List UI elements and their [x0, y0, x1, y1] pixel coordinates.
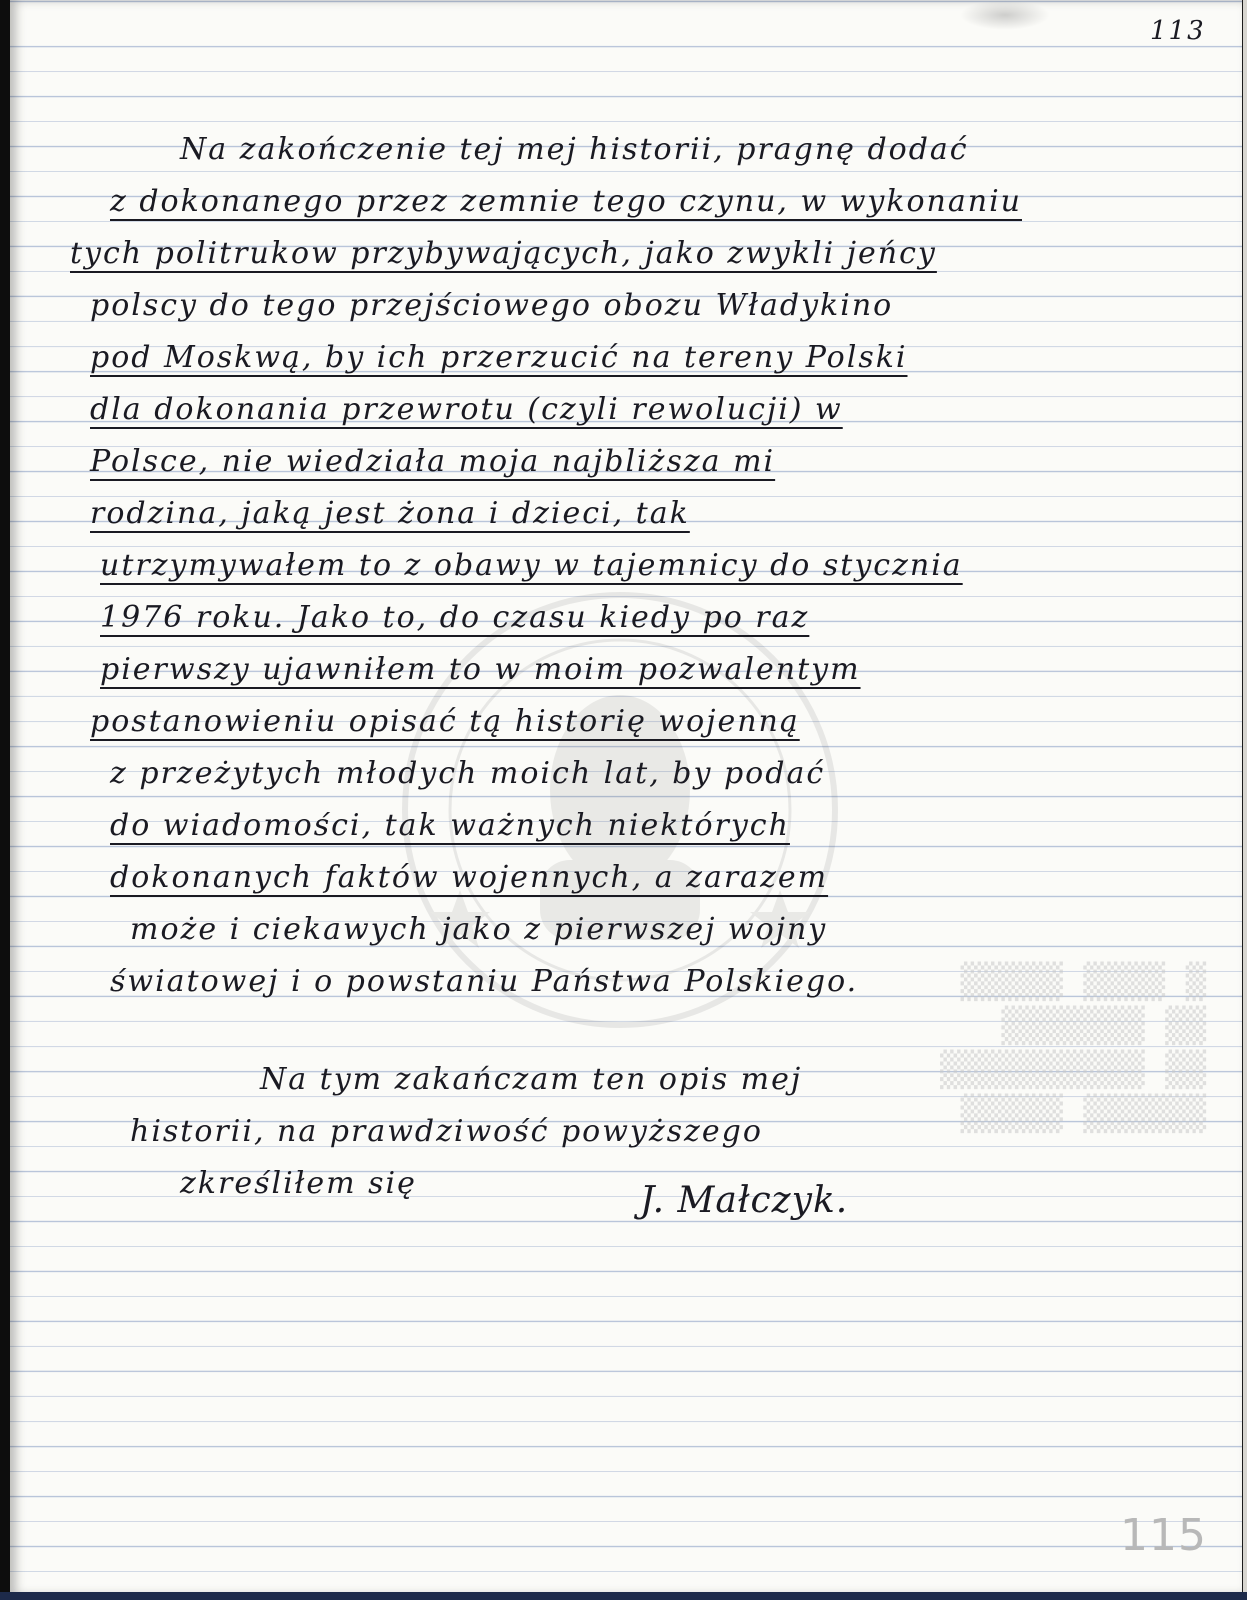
text-line-10 — [100, 598, 809, 638]
text-line-2 — [110, 182, 1022, 222]
text-line-2-content: z dokonanego przez zemnie tego czynu, w wykonaniu — [110, 184, 1022, 219]
page-right-edge — [1243, 0, 1247, 1600]
text-line-14 — [110, 806, 790, 846]
text-line-4: polscy do tego przejściowego obozu Władykino — [90, 288, 894, 323]
page-number-top: 113 — [1150, 16, 1206, 46]
text-line-12: postanowieniu opisać tą historię wojenną — [90, 704, 800, 739]
text-line-7: Polsce, nie wiedziała moja najbliższa mi — [90, 444, 776, 479]
text-line-9 — [100, 546, 963, 586]
text-line-10-content: 1976 roku. Jako to, do czasu kiedy po raz — [100, 600, 810, 635]
text-line-6: dla dokonania przewrotu (czyli rewolucji) w — [90, 392, 843, 427]
notebook-page — [10, 0, 1242, 1595]
text-line-8: rodzina, jaką jest żona i dzieci, tak — [90, 496, 690, 531]
notebook-spine — [0, 0, 10, 1600]
page-number-bottom: 115 — [1120, 1510, 1207, 1561]
text-line-13: z przeżytych młodych moich lat, by podać — [110, 756, 826, 791]
text-line-19: historii, na prawdziwość powyższego — [130, 1114, 763, 1149]
text-line-17: światowej i o powstaniu Państwa Polskiego. — [110, 964, 859, 999]
text-line-15: dokonanych faktów wojennych, a zarazem — [110, 860, 829, 895]
ink-smudge — [960, 0, 1050, 30]
text-line-5-content: pod Moskwą, by ich przerzucić na tereny Polski — [90, 340, 908, 375]
text-line-20: zkreśliłem się — [180, 1166, 417, 1201]
text-line-3: tych politrukow przybywających, jako zwykli jeńcy — [70, 236, 937, 271]
text-line-9-content: utrzymywałem to z obawy w tajemnicy do stycznia — [100, 548, 963, 583]
signature: J. Małczyk. — [640, 1180, 849, 1221]
text-line-16: może i ciekawych jako z pierwszej wojny — [130, 912, 828, 947]
text-line-11-content: pierwszy ujawniłem to w moim pozwalentym — [100, 652, 861, 687]
text-line-5 — [90, 338, 908, 378]
text-line-11 — [100, 650, 861, 690]
text-line-18: Na tym zakańczam ten opis mej — [260, 1062, 803, 1097]
text-line-14-content: do wiadomości, tak ważnych niektórych — [110, 808, 790, 843]
text-line-1: Na zakończenie tej mej historii, pragnę dodać — [180, 132, 969, 167]
notebook-cover-edge — [0, 1592, 1247, 1600]
bleed-through-text: ▒ ▒▒▒▒ ▒▒▒▒▒ ▒▒ ▒▒▒▒▒▒▒ ▒▒ ▒▒▒▒▒▒▒▒▒▒ ▒▒▒▒▒▒ ▒▒▒▒▒ — [940, 962, 1207, 1134]
